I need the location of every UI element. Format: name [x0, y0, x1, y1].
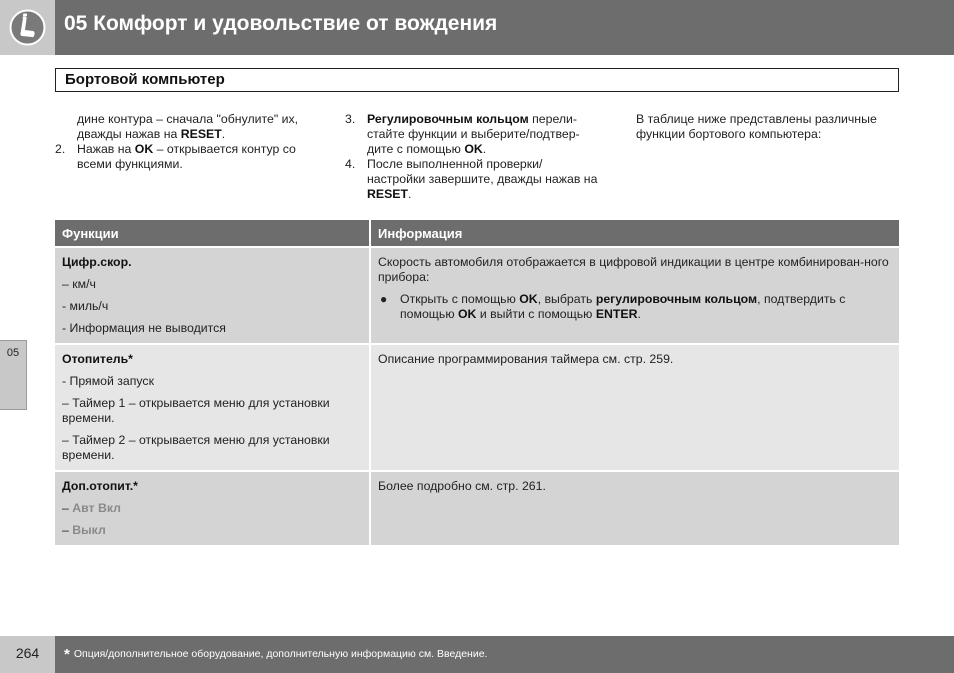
column-3	[636, 112, 906, 142]
functions-table	[55, 220, 899, 545]
chapter-header	[0, 0, 954, 55]
function-option: – Таймер 2 – открывается меню для установки времени.	[62, 433, 330, 462]
bullet-icon: ●	[380, 292, 388, 306]
function-title: Отопитель*	[62, 352, 133, 366]
function-option: - миль/ч	[62, 299, 109, 313]
section-title: Бортовой компьютер	[55, 68, 899, 92]
function-cell	[55, 471, 370, 545]
footnote	[64, 646, 487, 663]
information-cell	[370, 344, 899, 471]
footnote-text: Опция/дополнительное оборудование, дополнительную информацию см. Введение.	[73, 648, 488, 660]
column-2	[345, 112, 600, 202]
function-title: Цифр.скор.	[62, 255, 132, 269]
table-row	[55, 471, 899, 545]
text: , подтвердить с помощью	[400, 292, 846, 321]
control-ring: Регулировочным кольцом	[367, 112, 529, 126]
key-ok: OK	[519, 292, 538, 306]
chapter-title: 05 Комфорт и удовольствие от вождения	[64, 12, 498, 35]
key-ok: OK	[134, 142, 154, 156]
function-option: - Прямой запуск	[62, 374, 154, 388]
step-number: 4.	[345, 157, 356, 171]
step-1-continuation	[55, 112, 320, 142]
key-ok: OK	[464, 142, 483, 156]
function-option	[62, 501, 362, 516]
text: , выбрать	[537, 292, 596, 306]
key-reset: RESET	[367, 187, 408, 201]
text: .	[221, 127, 226, 141]
function-cell	[55, 247, 370, 344]
information-text: Более подробно см. стр. 261.	[378, 479, 546, 493]
chapter-side-tab: 05	[0, 340, 27, 410]
step-2	[55, 142, 320, 172]
step-number: 3.	[345, 112, 356, 126]
dash: –	[62, 523, 73, 537]
table-row	[55, 344, 899, 471]
step-number: 2.	[55, 142, 66, 156]
option-label: Выкл	[72, 523, 106, 537]
text: перели-стайте функции и выберите/подтвер-дите с помощью	[367, 112, 580, 156]
text: После выполненной проверки/ настройки завершите, дважды нажав на	[367, 157, 598, 186]
step-4	[345, 157, 600, 202]
function-option: - Информация не выводится	[62, 321, 226, 335]
text: и выйти с помощью	[476, 307, 596, 321]
function-option: – км/ч	[62, 277, 96, 291]
seat-icon	[9, 9, 46, 46]
function-option	[62, 523, 362, 538]
table-header-row	[55, 220, 899, 247]
dash: –	[62, 501, 73, 515]
function-title: Доп.отопит.*	[62, 479, 138, 493]
control-ring: регулировочным кольцом	[595, 292, 758, 306]
option-label: Авт Вкл	[72, 501, 121, 515]
header-information: Информация	[370, 220, 899, 247]
information-cell	[370, 471, 899, 545]
key-reset: RESET	[180, 127, 222, 141]
function-cell	[55, 344, 370, 471]
text: .	[408, 187, 412, 201]
table-intro: В таблице ниже представлены различные функции бортового компьютера:	[636, 112, 877, 141]
text: – открывается контур со всеми функциями.	[77, 142, 296, 171]
key-ok: OK	[457, 307, 477, 321]
header-functions: Функции	[55, 220, 370, 247]
page-footer	[0, 636, 954, 673]
text: .	[482, 142, 487, 156]
text: Нажав на	[77, 142, 135, 156]
table-row	[55, 247, 899, 344]
function-option: – Таймер 1 – открывается меню для установки времени.	[62, 396, 330, 425]
text: дине контура – сначала "обнулите" их, дважды нажав на	[77, 112, 299, 141]
chapter-icon-box	[0, 0, 55, 55]
information-text: Скорость автомобиля отображается в цифровой индикации в центре комбинирован-ного прибора:	[378, 255, 889, 284]
step-3	[345, 112, 600, 157]
bullet-item	[378, 292, 892, 322]
information-cell	[370, 247, 899, 344]
information-text: Описание программирования таймера см. стр. 259.	[378, 352, 674, 366]
column-1	[55, 112, 320, 172]
text: .	[637, 307, 641, 321]
page-number: 264	[0, 636, 55, 673]
asterisk: *	[64, 646, 70, 663]
key-enter: ENTER	[595, 307, 638, 321]
text: Открыть с помощью	[400, 292, 520, 306]
